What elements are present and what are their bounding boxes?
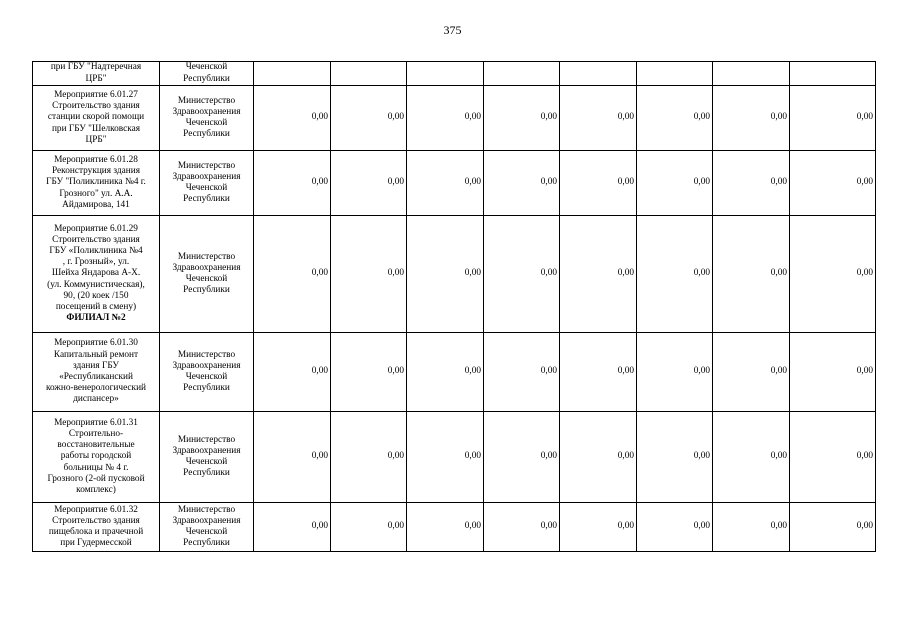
executor-cell	[160, 503, 254, 552]
executor-line: Здравоохранения	[172, 171, 241, 182]
table-row	[33, 333, 876, 412]
value-cell: 0,00	[331, 503, 407, 552]
executor-cell	[160, 412, 254, 503]
measure-line: ГБУ "Поликлиника №4 г.	[46, 177, 146, 188]
measure-line: здания ГБУ	[73, 360, 119, 371]
value-cell: 0,00	[484, 151, 560, 216]
table-row	[33, 151, 876, 216]
value-cell: 0,00	[790, 503, 876, 552]
measure-line: посещений в смену)	[55, 302, 137, 312]
executor-line: Республики	[183, 129, 230, 140]
value-cell: 0,00	[254, 333, 331, 412]
executor-line: Здравоохранения	[172, 515, 241, 526]
executor-line: Республики	[183, 468, 230, 479]
value-cell: 0,00	[713, 216, 790, 333]
value-cell: 0,00	[790, 333, 876, 412]
value-cell: 0,00	[254, 216, 331, 333]
value-cell	[713, 62, 790, 86]
measure-cell	[33, 216, 160, 333]
value-cell: 0,00	[637, 333, 713, 412]
value-cell	[560, 62, 637, 86]
value-cell: 0,00	[407, 86, 484, 151]
value-cell: 0,00	[331, 216, 407, 333]
value-cell: 0,00	[560, 86, 637, 151]
value-cell: 0,00	[254, 412, 331, 503]
executor-line: Министерство	[177, 504, 236, 515]
executor-line: Чеченской	[185, 118, 228, 128]
value-cell: 0,00	[407, 333, 484, 412]
measure-line: больницы № 4 г.	[63, 462, 129, 473]
executor-line: Чеченской	[185, 527, 228, 537]
measure-line: ЦРБ"	[85, 73, 107, 84]
executor-line: Здравоохранения	[172, 106, 241, 117]
executor-cell	[160, 86, 254, 151]
value-cell: 0,00	[484, 412, 560, 503]
value-cell: 0,00	[637, 216, 713, 333]
measure-line: Капитальный ремонт	[53, 349, 139, 360]
value-cell: 0,00	[790, 151, 876, 216]
measure-line: диспансер»	[73, 394, 119, 405]
executor-line: Здравоохранения	[172, 360, 241, 371]
measure-line: ФИЛИАЛ №2	[66, 313, 126, 324]
table-row	[33, 216, 876, 333]
value-cell: 0,00	[560, 151, 637, 216]
value-cell: 0,00	[331, 86, 407, 151]
value-cell: 0,00	[713, 86, 790, 151]
measure-line: при Гудермесской	[60, 538, 132, 549]
executor-cell	[160, 216, 254, 333]
value-cell: 0,00	[331, 412, 407, 503]
value-cell: 0,00	[790, 412, 876, 503]
measure-line: Мероприятие 6.01.30	[54, 338, 138, 349]
value-cell: 0,00	[484, 216, 560, 333]
measure-line: Строительство здания	[52, 515, 140, 526]
measure-cell	[33, 412, 160, 503]
executor-line: Здравоохранения	[172, 262, 241, 273]
value-cell: 0,00	[254, 503, 331, 552]
executor-line: Здравоохранения	[172, 445, 241, 456]
executor-line: Чеченской	[185, 372, 228, 382]
value-cell: 0,00	[560, 216, 637, 333]
value-cell: 0,00	[713, 151, 790, 216]
measure-line: восстановительные	[57, 440, 135, 451]
measure-line: Мероприятие 6.01.27	[54, 89, 138, 100]
measure-line: Шейха Яндарова А-Х.	[51, 268, 141, 279]
table-row	[33, 62, 876, 86]
value-cell: 0,00	[637, 86, 713, 151]
value-cell: 0,00	[637, 503, 713, 552]
executor-line: Чеченской	[185, 183, 228, 193]
value-cell	[790, 62, 876, 86]
measure-line: станции скорой помощи	[47, 112, 145, 123]
value-cell: 0,00	[254, 86, 331, 151]
measure-line: Грозного (2-ой пусковой	[47, 473, 145, 484]
value-cell: 0,00	[713, 503, 790, 552]
executor-line: Министерство	[177, 251, 236, 262]
measure-cell	[33, 86, 160, 151]
measure-line: при ГБУ "Надтеречная	[50, 62, 142, 73]
table-row	[33, 503, 876, 552]
measure-line: кожно-венерологический	[45, 383, 147, 394]
budget-table	[32, 61, 876, 552]
executor-line: Министерство	[177, 95, 236, 106]
executor-line: Республики	[183, 285, 230, 296]
executor-line: Чеченской	[185, 62, 228, 73]
measure-line: Строительство здания	[52, 101, 140, 112]
measure-line: комплекс)	[76, 485, 116, 495]
measure-line: 90, (20 коек /150	[63, 290, 129, 301]
measure-cell	[33, 333, 160, 412]
value-cell: 0,00	[407, 412, 484, 503]
measure-line: , г. Грозный», ул.	[62, 257, 130, 268]
value-cell: 0,00	[713, 412, 790, 503]
table-row	[33, 86, 876, 151]
measure-line: Мероприятие 6.01.28	[54, 154, 138, 165]
value-cell	[331, 62, 407, 86]
executor-cell	[160, 333, 254, 412]
value-cell: 0,00	[790, 216, 876, 333]
measure-line: Строительно-	[68, 428, 124, 439]
measure-line: работы городской	[60, 451, 132, 462]
value-cell: 0,00	[484, 86, 560, 151]
executor-line: Республики	[183, 538, 230, 549]
measure-line: Мероприятие 6.01.32	[54, 504, 138, 515]
executor-line: Чеченской	[185, 274, 228, 284]
measure-line: Грозного" ул. А.А.	[59, 188, 133, 199]
value-cell: 0,00	[407, 503, 484, 552]
executor-line: Чеченской	[185, 457, 228, 467]
value-cell: 0,00	[713, 333, 790, 412]
measure-line: Мероприятие 6.01.31	[54, 417, 138, 428]
executor-cell	[160, 151, 254, 216]
value-cell: 0,00	[407, 151, 484, 216]
value-cell: 0,00	[331, 151, 407, 216]
measure-cell	[33, 62, 160, 86]
value-cell	[254, 62, 331, 86]
value-cell: 0,00	[637, 412, 713, 503]
measure-cell	[33, 151, 160, 216]
value-cell: 0,00	[484, 503, 560, 552]
measure-line: Реконструкция здания	[52, 166, 140, 177]
executor-line: Министерство	[177, 434, 236, 445]
executor-line: Республики	[183, 383, 230, 394]
executor-line: Министерство	[177, 160, 236, 171]
value-cell	[407, 62, 484, 86]
value-cell: 0,00	[637, 151, 713, 216]
value-cell: 0,00	[560, 503, 637, 552]
measure-line: Строительство здания	[52, 234, 140, 245]
value-cell: 0,00	[407, 216, 484, 333]
table-row	[33, 412, 876, 503]
measure-line: «Республиканский	[59, 372, 133, 382]
measure-line: ЦРБ"	[85, 134, 107, 145]
value-cell	[637, 62, 713, 86]
executor-line: Республики	[183, 73, 230, 84]
value-cell: 0,00	[560, 412, 637, 503]
measure-line: Айдамирова, 141	[62, 199, 130, 210]
measure-line: Мероприятие 6.01.29	[54, 223, 138, 234]
measure-line: ГБУ «Поликлиника №4	[49, 245, 143, 256]
value-cell	[484, 62, 560, 86]
value-cell: 0,00	[790, 86, 876, 151]
value-cell: 0,00	[484, 333, 560, 412]
measure-line: (ул. Коммунистическая),	[47, 279, 145, 290]
executor-line: Министерство	[177, 349, 236, 360]
value-cell: 0,00	[560, 333, 637, 412]
executor-cell	[160, 62, 254, 86]
value-cell: 0,00	[331, 333, 407, 412]
executor-line: Республики	[183, 194, 230, 205]
page-number: 375	[443, 23, 462, 37]
measure-line: при ГБУ "Шелковская	[51, 123, 141, 134]
value-cell: 0,00	[254, 151, 331, 216]
measure-line: пищеблока и прачечной	[48, 527, 144, 537]
measure-cell	[33, 503, 160, 552]
